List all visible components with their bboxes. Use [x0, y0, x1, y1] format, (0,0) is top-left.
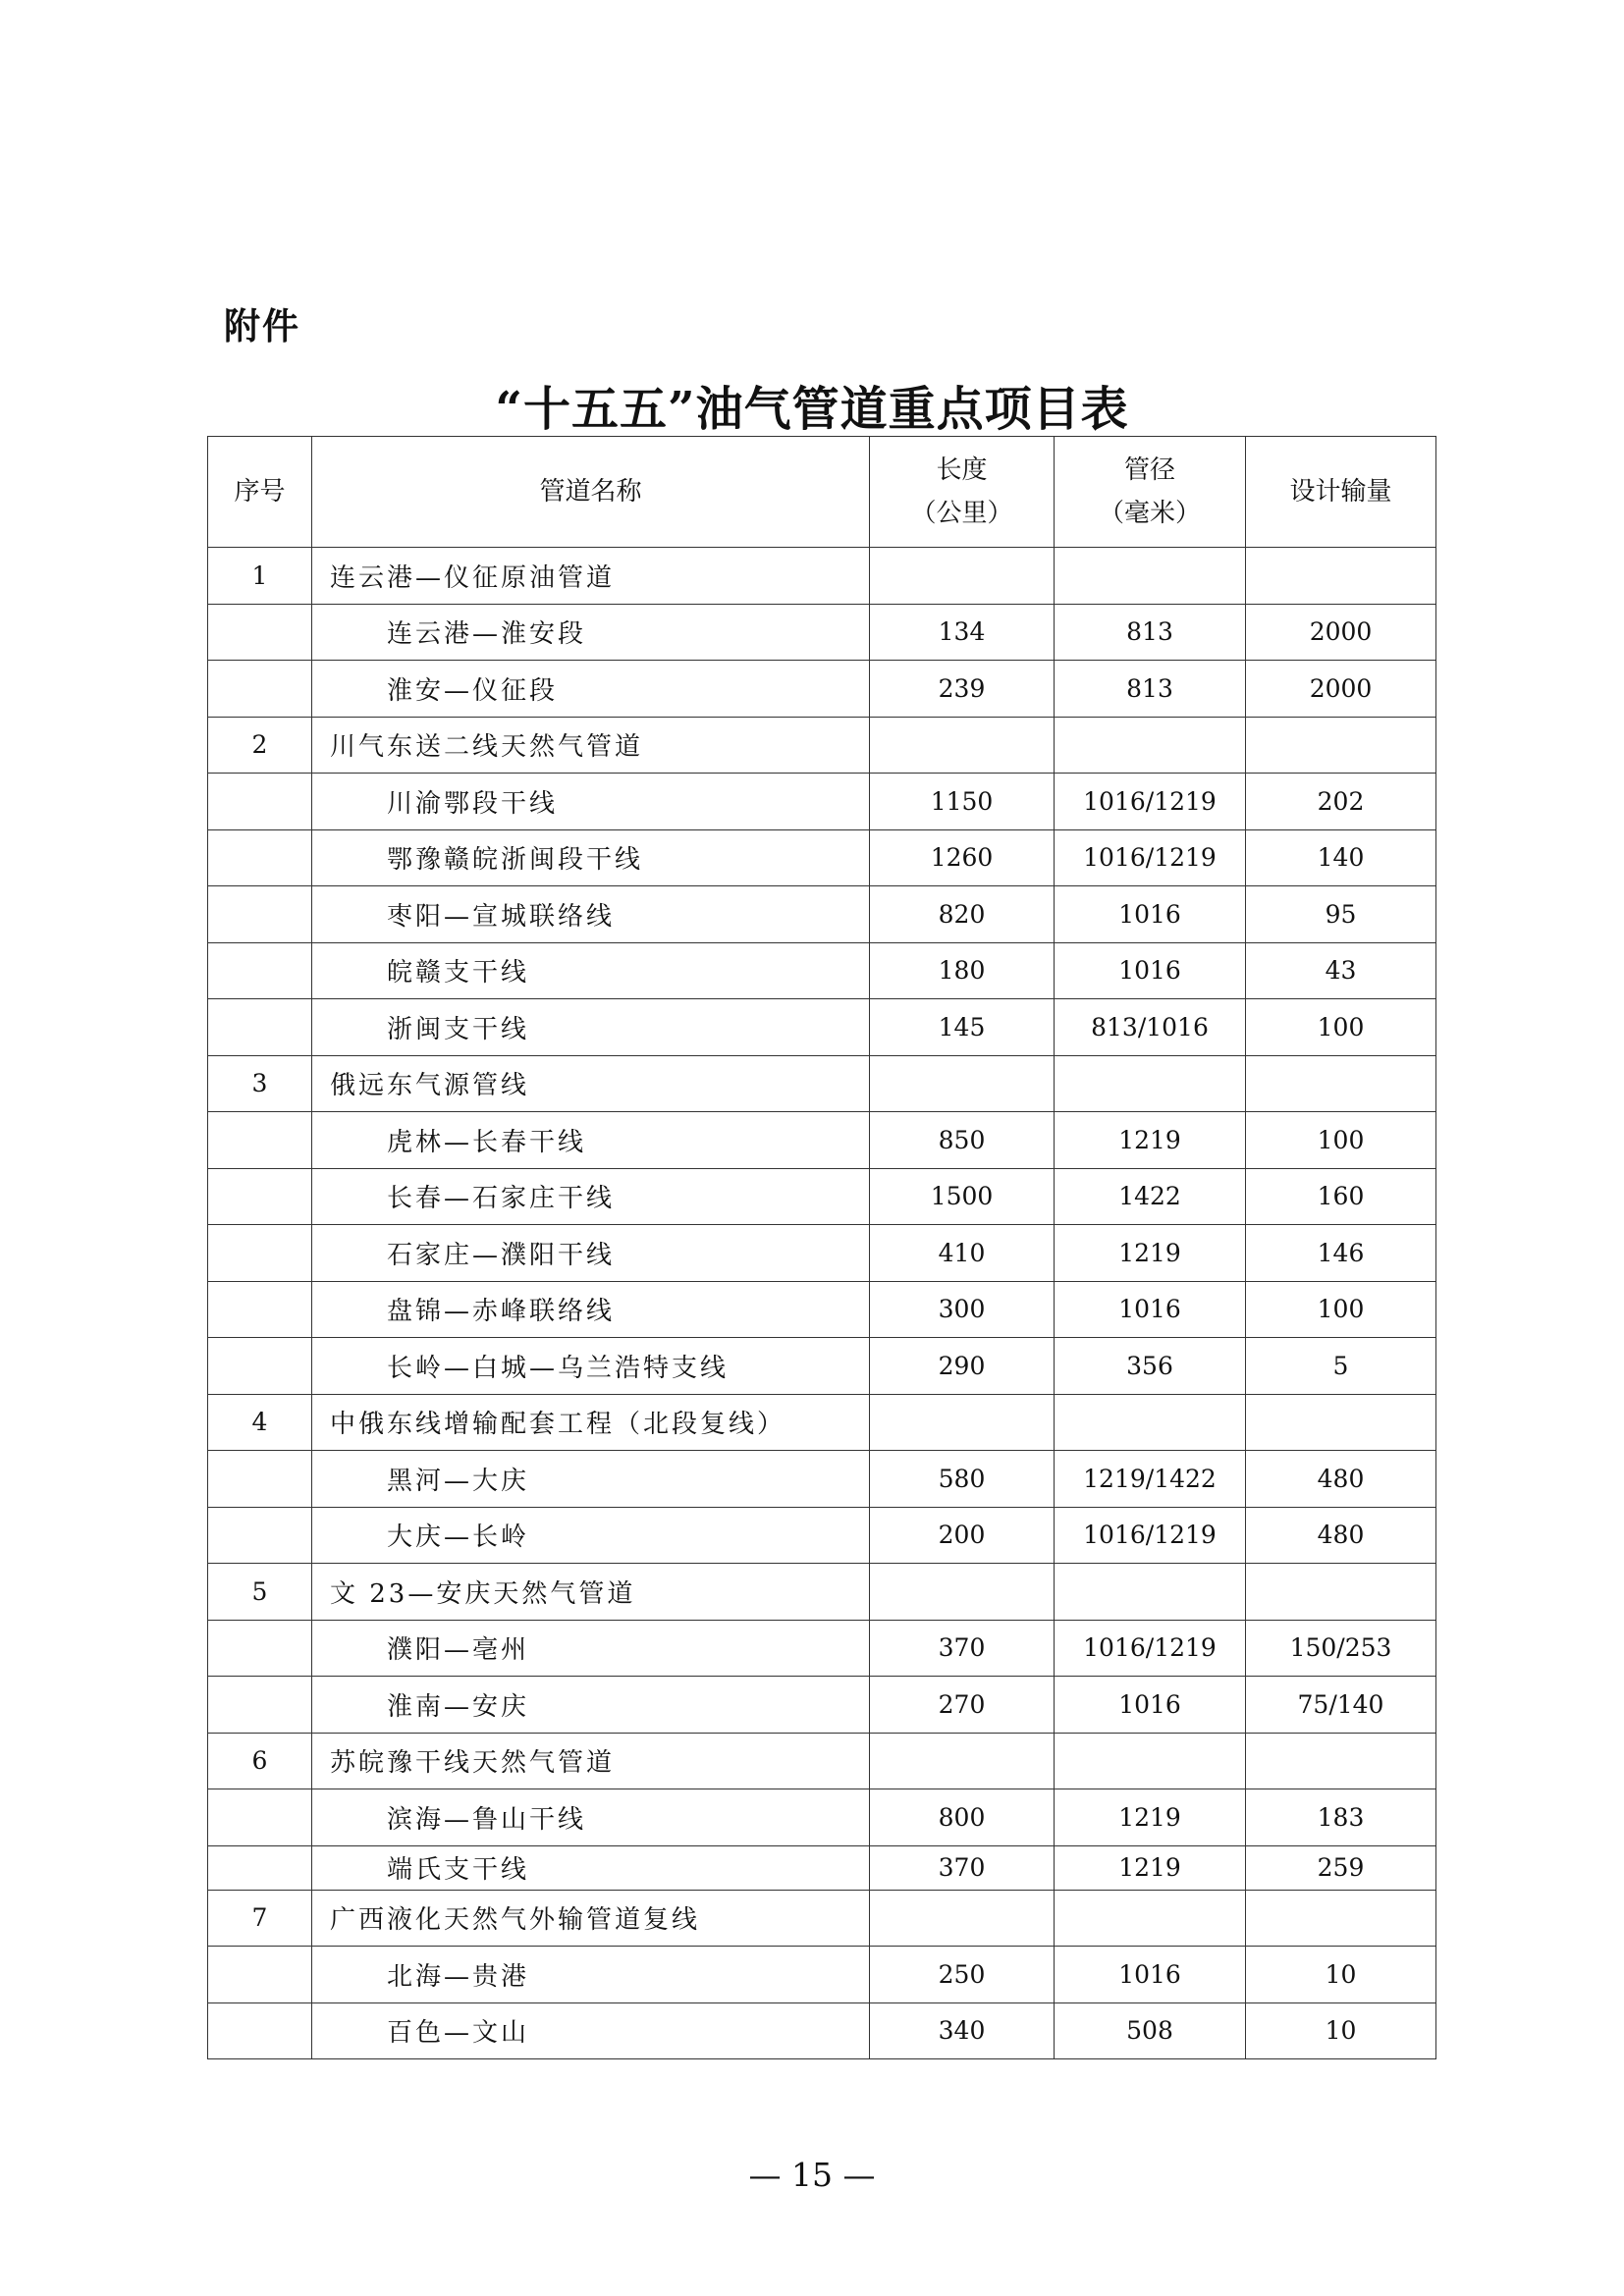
cell-seq: [208, 999, 312, 1056]
cell-pipeline-name: 广西液化天然气外输管道复线: [312, 1890, 870, 1947]
table-row-segment: [208, 1845, 1436, 1890]
cell-seq: [208, 1451, 312, 1508]
cell-diameter: 1219: [1055, 1789, 1246, 1846]
cell-capacity: 100: [1246, 1281, 1436, 1338]
cell-capacity: 259: [1246, 1845, 1436, 1890]
cell-diameter: 1219: [1055, 1225, 1246, 1282]
cell-capacity: 183: [1246, 1789, 1436, 1846]
cell-pipeline-name: 枣阳—宣城联络线: [312, 886, 870, 943]
header-diameter-line2: （毫米）: [1098, 499, 1201, 528]
cell-diameter: 1219/1422: [1055, 1451, 1246, 1508]
cell-length: 800: [870, 1789, 1055, 1846]
cell-seq: [208, 1947, 312, 2003]
cell-pipeline-name: 淮南—安庆: [312, 1677, 870, 1734]
cell-length: 290: [870, 1338, 1055, 1395]
cell-capacity: 140: [1246, 829, 1436, 886]
cell-length: [870, 1890, 1055, 1947]
cell-diameter: [1055, 1055, 1246, 1112]
cell-capacity: [1246, 548, 1436, 605]
cell-length: 1260: [870, 829, 1055, 886]
cell-pipeline-name: 石家庄—濮阳干线: [312, 1225, 870, 1282]
header-capacity: 设计输量: [1246, 437, 1436, 548]
cell-seq: [208, 829, 312, 886]
cell-seq: [208, 774, 312, 830]
cell-pipeline-name: 盘锦—赤峰联络线: [312, 1281, 870, 1338]
cell-diameter: [1055, 1733, 1246, 1789]
table-row-segment: [208, 1112, 1436, 1169]
cell-diameter: 1422: [1055, 1168, 1246, 1225]
cell-capacity: 100: [1246, 1112, 1436, 1169]
cell-pipeline-name: 虎林—长春干线: [312, 1112, 870, 1169]
page-title: “十五五”油气管道重点项目表: [495, 382, 1129, 437]
cell-capacity: 75/140: [1246, 1677, 1436, 1734]
cell-length: 180: [870, 942, 1055, 999]
table-row-project: [208, 1394, 1436, 1451]
cell-seq: [208, 1225, 312, 1282]
header-length: [870, 437, 1055, 548]
cell-diameter: 813: [1055, 661, 1246, 718]
cell-diameter: 1016/1219: [1055, 1507, 1246, 1564]
cell-pipeline-name: 淮安—仪征段: [312, 661, 870, 718]
table-row-segment: [208, 1281, 1436, 1338]
cell-capacity: [1246, 1055, 1436, 1112]
cell-pipeline-name: 北海—贵港: [312, 1947, 870, 2003]
cell-diameter: 1016: [1055, 942, 1246, 999]
table-row-project: [208, 548, 1436, 605]
header-row: [208, 437, 1436, 548]
cell-seq: [208, 1281, 312, 1338]
table-row-project: [208, 1564, 1436, 1621]
cell-seq: [208, 886, 312, 943]
table-row-segment: [208, 1451, 1436, 1508]
cell-capacity: [1246, 1733, 1436, 1789]
attachment-label: 附件: [224, 305, 300, 347]
cell-length: 370: [870, 1620, 1055, 1677]
cell-diameter: 1016/1219: [1055, 1620, 1246, 1677]
table-row-segment: [208, 1225, 1436, 1282]
cell-length: 340: [870, 2002, 1055, 2059]
cell-pipeline-name: 黑河—大庆: [312, 1451, 870, 1508]
cell-pipeline-name: 长岭—白城—乌兰浩特支线: [312, 1338, 870, 1395]
cell-seq: [208, 604, 312, 661]
cell-capacity: 5: [1246, 1338, 1436, 1395]
cell-length: [870, 1055, 1055, 1112]
cell-length: 820: [870, 886, 1055, 943]
cell-seq: 4: [208, 1394, 312, 1451]
cell-length: [870, 548, 1055, 605]
cell-capacity: [1246, 1564, 1436, 1621]
pipeline-projects-table: [207, 436, 1436, 2059]
cell-diameter: [1055, 548, 1246, 605]
cell-diameter: 1016: [1055, 1677, 1246, 1734]
cell-seq: [208, 1845, 312, 1890]
cell-diameter: 1219: [1055, 1112, 1246, 1169]
cell-pipeline-name: 端氏支干线: [312, 1845, 870, 1890]
header-name: 管道名称: [312, 437, 870, 548]
cell-length: 1150: [870, 774, 1055, 830]
cell-capacity: 480: [1246, 1507, 1436, 1564]
cell-length: 270: [870, 1677, 1055, 1734]
table-body: [208, 548, 1436, 2059]
cell-seq: [208, 1620, 312, 1677]
cell-diameter: 1016/1219: [1055, 829, 1246, 886]
table-row-segment: [208, 661, 1436, 718]
cell-seq: 6: [208, 1733, 312, 1789]
cell-length: 239: [870, 661, 1055, 718]
cell-diameter: [1055, 1890, 1246, 1947]
cell-seq: 5: [208, 1564, 312, 1621]
cell-length: 200: [870, 1507, 1055, 1564]
cell-diameter: 508: [1055, 2002, 1246, 2059]
cell-seq: [208, 2002, 312, 2059]
cell-pipeline-name: 长春—石家庄干线: [312, 1168, 870, 1225]
table-header: [208, 437, 1436, 548]
cell-pipeline-name: 文 23—安庆天然气管道: [312, 1564, 870, 1621]
cell-seq: [208, 1789, 312, 1846]
table-row-segment: [208, 1620, 1436, 1677]
cell-seq: [208, 1168, 312, 1225]
table-row-segment: [208, 829, 1436, 886]
cell-seq: [208, 1677, 312, 1734]
cell-capacity: 100: [1246, 999, 1436, 1056]
cell-capacity: 2000: [1246, 604, 1436, 661]
table-row-segment: [208, 1168, 1436, 1225]
cell-pipeline-name: 皖赣支干线: [312, 942, 870, 999]
cell-diameter: 1219: [1055, 1845, 1246, 1890]
cell-pipeline-name: 川渝鄂段干线: [312, 774, 870, 830]
cell-length: 134: [870, 604, 1055, 661]
cell-pipeline-name: 中俄东线增输配套工程（北段复线）: [312, 1394, 870, 1451]
table-row-project: [208, 1733, 1436, 1789]
cell-capacity: 202: [1246, 774, 1436, 830]
cell-diameter: [1055, 717, 1246, 774]
table-row-segment: [208, 1789, 1436, 1846]
cell-diameter: 1016: [1055, 1281, 1246, 1338]
page-number: — 15 —: [748, 2156, 876, 2194]
cell-capacity: 10: [1246, 2002, 1436, 2059]
header-length-line1: 长度: [936, 455, 988, 485]
cell-seq: 3: [208, 1055, 312, 1112]
table-row-segment: [208, 2002, 1436, 2059]
cell-length: 300: [870, 1281, 1055, 1338]
cell-capacity: 480: [1246, 1451, 1436, 1508]
cell-seq: 1: [208, 548, 312, 605]
cell-pipeline-name: 濮阳—亳州: [312, 1620, 870, 1677]
cell-length: 580: [870, 1451, 1055, 1508]
cell-diameter: 813: [1055, 604, 1246, 661]
cell-diameter: 356: [1055, 1338, 1246, 1395]
cell-length: [870, 1564, 1055, 1621]
cell-capacity: 146: [1246, 1225, 1436, 1282]
cell-capacity: 43: [1246, 942, 1436, 999]
cell-capacity: [1246, 1890, 1436, 1947]
cell-diameter: 1016: [1055, 886, 1246, 943]
cell-pipeline-name: 浙闽支干线: [312, 999, 870, 1056]
cell-length: 410: [870, 1225, 1055, 1282]
cell-diameter: 813/1016: [1055, 999, 1246, 1056]
table-row-segment: [208, 774, 1436, 830]
table-row-project: [208, 1055, 1436, 1112]
cell-length: 1500: [870, 1168, 1055, 1225]
table-row-segment: [208, 1338, 1436, 1395]
cell-seq: 2: [208, 717, 312, 774]
table-row-segment: [208, 942, 1436, 999]
cell-seq: 7: [208, 1890, 312, 1947]
cell-diameter: [1055, 1564, 1246, 1621]
cell-seq: [208, 1338, 312, 1395]
header-diameter: [1055, 437, 1246, 548]
table-row-segment: [208, 886, 1436, 943]
cell-capacity: 10: [1246, 1947, 1436, 2003]
cell-capacity: 150/253: [1246, 1620, 1436, 1677]
table-row-segment: [208, 1677, 1436, 1734]
header-length-line2: （公里）: [910, 499, 1013, 528]
cell-diameter: 1016/1219: [1055, 774, 1246, 830]
cell-seq: [208, 942, 312, 999]
cell-pipeline-name: 百色—文山: [312, 2002, 870, 2059]
cell-length: 145: [870, 999, 1055, 1056]
table-row-segment: [208, 1947, 1436, 2003]
table-row-segment: [208, 1507, 1436, 1564]
cell-capacity: [1246, 717, 1436, 774]
cell-length: 250: [870, 1947, 1055, 2003]
cell-length: 370: [870, 1845, 1055, 1890]
cell-seq: [208, 1507, 312, 1564]
cell-diameter: [1055, 1394, 1246, 1451]
cell-pipeline-name: 俄远东气源管线: [312, 1055, 870, 1112]
cell-capacity: 160: [1246, 1168, 1436, 1225]
cell-length: 850: [870, 1112, 1055, 1169]
cell-seq: [208, 1112, 312, 1169]
cell-capacity: 95: [1246, 886, 1436, 943]
cell-length: [870, 1394, 1055, 1451]
table-row-segment: [208, 604, 1436, 661]
cell-diameter: 1016: [1055, 1947, 1246, 2003]
cell-pipeline-name: 连云港—淮安段: [312, 604, 870, 661]
cell-pipeline-name: 鄂豫赣皖浙闽段干线: [312, 829, 870, 886]
table-row-segment: [208, 999, 1436, 1056]
cell-pipeline-name: 滨海—鲁山干线: [312, 1789, 870, 1846]
cell-pipeline-name: 川气东送二线天然气管道: [312, 717, 870, 774]
table-row-project: [208, 717, 1436, 774]
header-seq: 序号: [208, 437, 312, 548]
cell-capacity: 2000: [1246, 661, 1436, 718]
table-row-project: [208, 1890, 1436, 1947]
cell-length: [870, 717, 1055, 774]
cell-length: [870, 1733, 1055, 1789]
cell-pipeline-name: 大庆—长岭: [312, 1507, 870, 1564]
cell-seq: [208, 661, 312, 718]
header-diameter-line1: 管径: [1123, 455, 1175, 485]
cell-pipeline-name: 苏皖豫干线天然气管道: [312, 1733, 870, 1789]
cell-capacity: [1246, 1394, 1436, 1451]
cell-pipeline-name: 连云港—仪征原油管道: [312, 548, 870, 605]
